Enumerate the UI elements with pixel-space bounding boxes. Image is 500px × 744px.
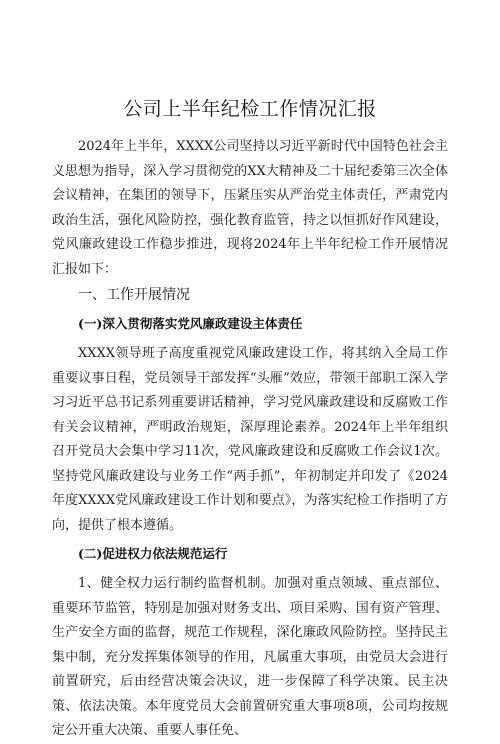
subsection-paragraph-power-regulation: 1、健全权力运行制约监督机制。加强对重点领域、重点部位、重要环节监管，特别是加强对财务支出、项目采购、国有资产管理、生产安全方面的监督，规范工作规程，深化廉政风险防控。坚持民主集中制，充分发挥集体领导的作用，凡属重大事项，由党员大会进行前置研究，后由经营决策会决议，进一步保障了科学决策、民主决策、依法决策。本年度党员大会前置研究重大事项8项，公司均按规定公开重大决策、重要人事任免、 [52,576,448,738]
subsection-paragraph-responsibility: XXXX领导班子高度重视党风廉政建设工作，将其纳入全局工作重要议事日程，党员领导干部发挥“头雁”效应，带领干部职工深入学习习近平总书记系列重要讲话精神，学习党风廉政建设和反腐败工作有关会议精神，严明政治规矩，深厚理论素养。2024年上半年组织召开党员大会集中学习11次，党风廉政建设和反腐败工作会议1次。坚持党风廉政建设与业务工作“两手抓”，年初制定并印发了《2024年度XXXX党风廉政建设工作计划和要点》，为落实纪检工作指明了方向，提供了根本遵循。 [52,346,448,533]
intro-paragraph: 2024年上半年，XXXX公司坚持以习近平新时代中国特色社会主义思想为指导，深入学习贯彻党的XX大精神及二十届纪委第三次全体会议精神，在集团的领导下，压紧压实从严治党主体责任，严肃党内政治生活，强化风险防控，强化教育监管，持之以恒抓好作风建设，党风廉政建设工作稳步推进，现将2024年上半年纪检工作开展情况汇报如下： [52,139,448,277]
section-heading-work-status: 一、工作开展情况 [78,287,190,303]
subsection-heading-power-regulation: (二)促进权力依法规范运行 [78,546,228,561]
document-title: 公司上半年纪检工作情况汇报 [123,98,377,120]
subsection-heading-responsibility: (一)深入贯彻落实党风廉政建设主体责任 [78,316,303,331]
